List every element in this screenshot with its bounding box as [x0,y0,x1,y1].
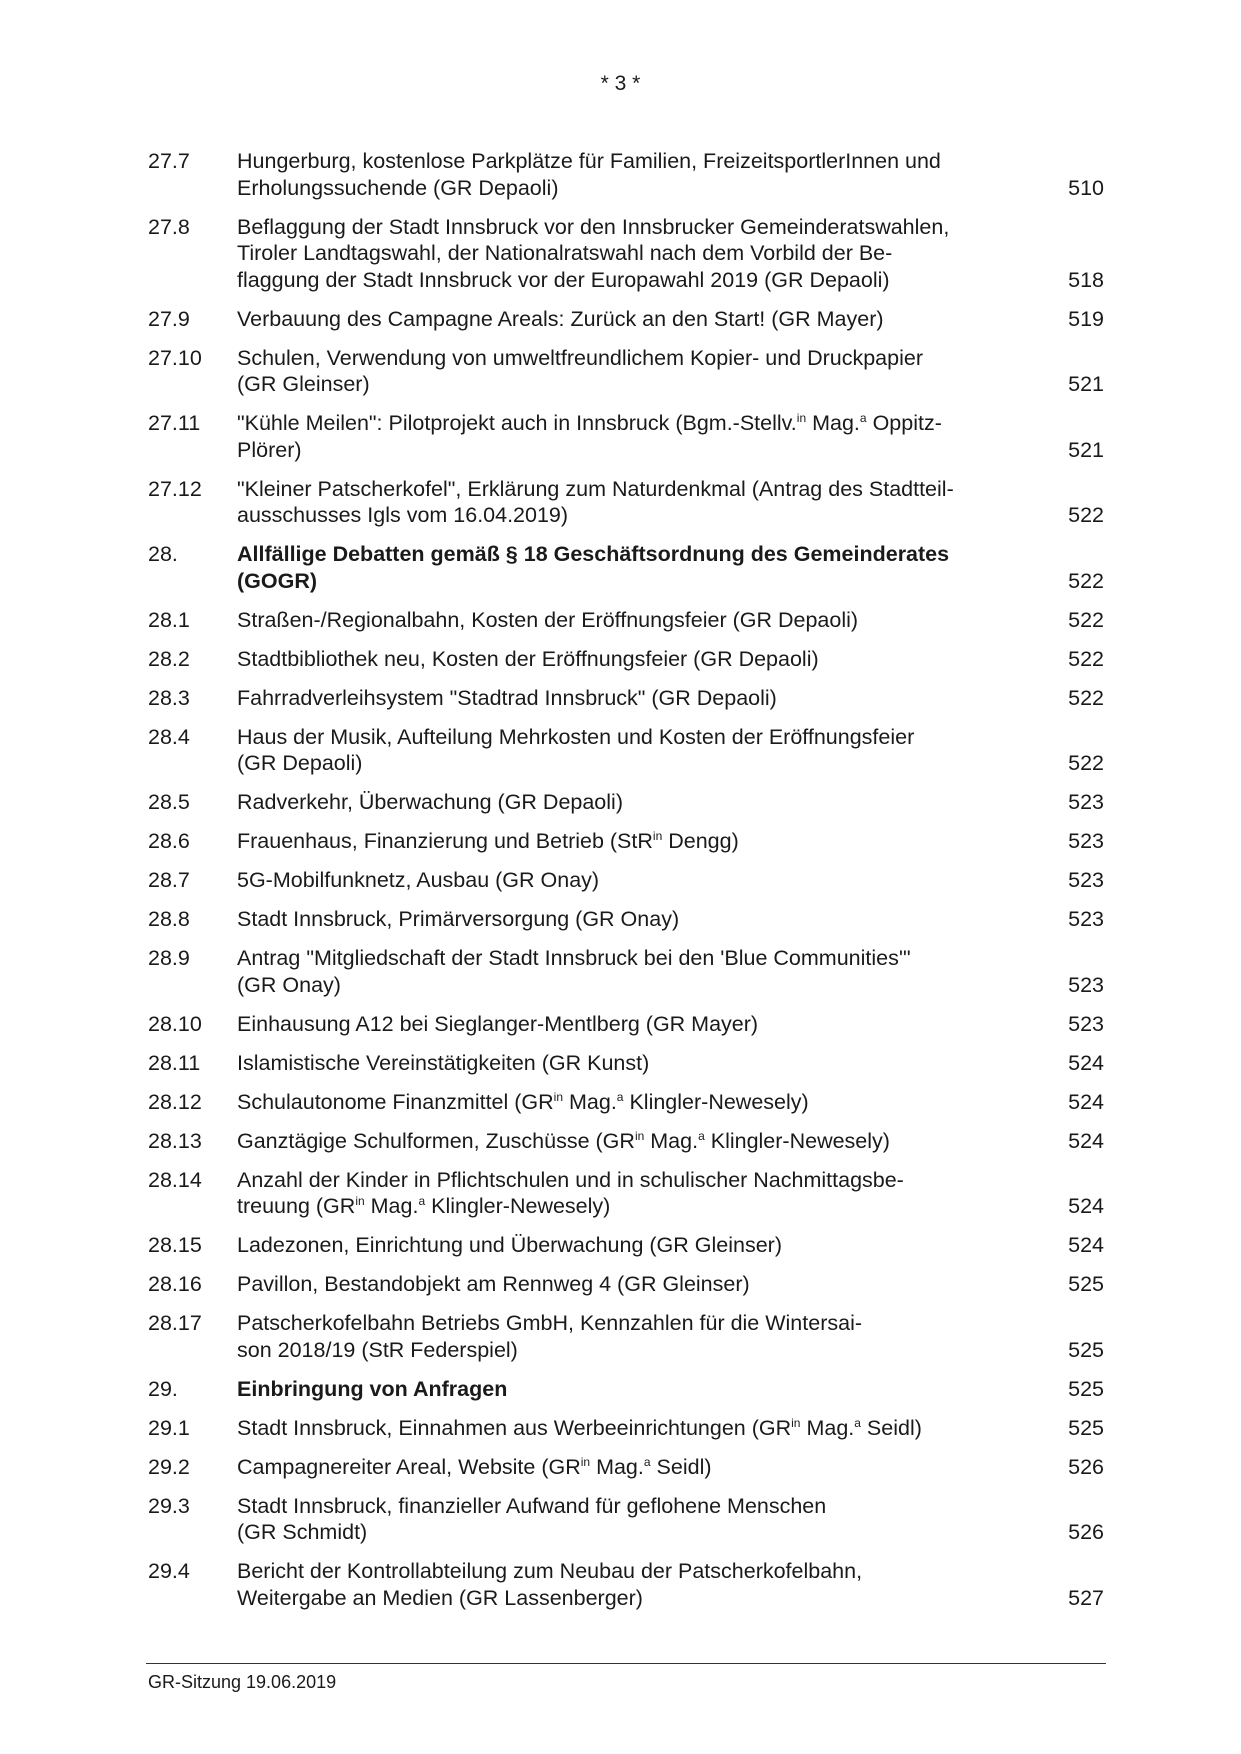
toc-entry-page: 521 [1068,372,1104,396]
toc-entry-page: 523 [1068,1011,1104,1036]
toc-entry [148,1128,1104,1155]
toc-entry [148,945,1104,998]
toc-entry-number: 28. [148,542,178,566]
superscript-suffix: a [616,1089,624,1104]
toc-entry-number: 28.12 [148,1089,202,1114]
toc-entry [148,1232,1104,1259]
toc-entry-number: 28.9 [148,946,190,970]
toc-entry-number: 28.8 [148,907,190,931]
toc-entry-title: Allfällige Debatten gemäß § 18 Geschäftsordnung des Gemeinderates (GOGR) [237,542,950,593]
toc-entry-number: 27.8 [148,214,190,239]
toc-entry-number: 27.10 [148,345,202,370]
toc-entry [148,607,1104,634]
toc-entry-title: Anzahl der Kinder in Pflichtschulen und in schulischer Nachmittagsbe- treuung ($GR^{in}$ Mag.$^a$ Klingler-Newesely) [237,1167,904,1218]
superscript-suffix: in [791,1415,801,1430]
toc-entry [148,214,1104,294]
toc-entry [148,148,1104,201]
toc-entry-title: Einbringung von Anfragen [237,1376,508,1401]
toc-entry-number: 28.13 [148,1128,202,1153]
toc-entry-page: 526 [1068,1454,1104,1479]
toc-entry-page: 524 [1068,1233,1104,1257]
toc-entry-page: 523 [1068,790,1104,814]
toc-entry-page: 522 [1068,607,1104,632]
toc-entry-title: Verbauung des Campagne Areals: Zurück an den Start! (GR Mayer) [237,306,884,331]
toc-entry [148,1310,1104,1363]
toc-entry [148,1454,1104,1481]
toc-entry [148,1167,1104,1220]
toc-entry-page: 522 [1068,646,1104,671]
toc-entry-number: 27.9 [148,306,190,331]
toc-entry [148,1558,1104,1611]
toc-entry-title: Ganztägige Schulformen, Zuschüsse ($GR^{in}$ Mag.$^a$ Klingler-Newesely) [237,1128,890,1153]
toc-entry-page: 523 [1068,907,1104,931]
superscript-suffix: a [854,1415,861,1430]
toc-entry-page: 518 [1068,267,1104,292]
toc-entry-title: 5G-Mobilfunknetz, Ausbau (GR Onay) [237,868,600,892]
toc-entry-number: 28.16 [148,1272,202,1296]
superscript-suffix: a [418,1194,426,1208]
toc-entry-title: Stadt Innsbruck, finanzieller Aufwand für geflohene Menschen (GR Schmidt) [237,1493,827,1544]
toc-entry-title: Einhausung A12 bei Sieglanger-Mentlberg (GR Mayer) [237,1011,759,1036]
toc-entry-page: 524 [1068,1194,1104,1218]
toc-entry-number: 28.6 [148,829,190,853]
superscript-suffix: in [634,1128,645,1143]
superscript-suffix: a [698,1128,705,1143]
footer-divider [146,1663,1106,1664]
toc-entry-number: 28.4 [148,724,190,749]
toc-entry-page: 524 [1068,1089,1104,1114]
toc-entry-page: 523 [1068,972,1104,997]
toc-entry-number: 27.11 [148,411,201,435]
toc-entry-title: Stadt Innsbruck, Primärversorgung (GR Onay) [237,907,680,931]
toc-entry-title: Fahrradverleihsystem "Stadtrad Innsbruck" (GR Depaoli) [237,685,777,710]
superscript-suffix: a [859,411,867,425]
toc-entry-page: 522 [1068,685,1104,710]
toc-entry [148,724,1104,777]
footer-session-date: GR-Sitzung 19.06.2019 [148,1672,337,1692]
toc-entry-title: Radverkehr, Überwachung (GR Depaoli) [237,790,623,814]
toc-entry [148,1089,1104,1116]
toc-entry-page: 522 [1068,503,1104,527]
toc-entry-title: Ladezonen, Einrichtung und Überwachung (GR Gleinser) [237,1233,782,1257]
toc-entry-title: Antrag "Mitgliedschaft der Stadt Innsbruck bei den 'Blue Communities'" (GR Onay) [237,946,911,997]
toc-entry-number: 28.10 [148,1011,202,1036]
toc-entry [148,646,1104,673]
toc-entry-page: 510 [1068,175,1104,200]
toc-entry-title: Stadt Innsbruck, Einnahmen aus Werbeeinrichtungen ($GR^{in}$ Mag.$^a$ Seidl) [237,1415,922,1440]
toc-entry [148,1415,1104,1442]
toc-entry-page: 525 [1068,1376,1104,1401]
toc-section-heading [148,1376,1104,1403]
toc-entry [148,476,1104,529]
toc-entry-title: Haus der Musik, Aufteilung Mehrkosten und Kosten der Eröffnungsfeier (GR Depaoli) [237,724,915,775]
toc-entry-number: 29. [148,1376,178,1401]
toc-entry-title: Schulautonome Finanzmittel ($GR^{in}$ Mag.$^a$ Klingler-Newesely) [237,1089,809,1114]
toc-section-heading [148,541,1104,594]
toc-entry [148,345,1104,398]
toc-entry-title: Bericht der Kontrollabteilung zum Neubau der Patscherkofelbahn, Weitergabe an Medien (GR Lassenberger) [237,1559,863,1610]
toc-entry-page: 523 [1068,829,1104,853]
toc-entry-page: 524 [1068,1128,1104,1153]
toc-entry-title: Islamistische Vereinstätigkeiten (GR Kunst) [237,1050,650,1075]
toc-entry [148,1493,1104,1546]
toc-entry-number: 27.12 [148,476,202,501]
toc-entry-number: 29.3 [148,1493,190,1518]
toc-entry-title: Beflaggung der Stadt Innsbruck vor den Innsbrucker Gemeinderatswahlen, Tiroler Landtagswahl, der Nationalratswahl nach dem Vorbild der Be- flaggung der Stadt Innsbruck vor der Europawahl 2019 (GR Depaoli) [237,214,950,292]
superscript-suffix: in [553,1089,564,1104]
toc-entry-page: 525 [1068,1337,1104,1362]
superscript-suffix: in [355,1194,365,1208]
toc-entry-page: 524 [1068,1050,1104,1075]
toc-entry-page: 525 [1068,1415,1104,1440]
toc-entry-number: 28.1 [148,607,190,632]
toc-entry-title: Patscherkofelbahn Betriebs GmbH, Kennzahlen für die Wintersai- son 2018/19 (StR Federspiel) [237,1311,863,1362]
toc-entry-title: Straßen-/Regionalbahn, Kosten der Eröffnungsfeier (GR Depaoli) [237,607,859,632]
toc-entry-page: 522 [1068,568,1104,593]
superscript-suffix: in [796,411,807,425]
toc-entry [148,867,1104,894]
toc-entry-page: 521 [1068,437,1104,462]
toc-entry [148,1050,1104,1077]
toc-entry-number: 28.3 [148,685,190,710]
toc-entry-number: 28.5 [148,790,190,814]
toc-entry [148,685,1104,712]
toc-entry-title: Campagnereiter Areal, Website ($GR^{in}$ Mag.$^a$ Seidl) [237,1454,712,1479]
toc-entry [148,789,1104,816]
toc-entry [148,410,1104,463]
toc-entry-number: 28.2 [148,646,190,671]
toc-entry-page: 525 [1068,1272,1104,1296]
toc-entry-page: 526 [1068,1520,1104,1544]
superscript-suffix: in [652,829,663,843]
toc-entry-number: 28.15 [148,1233,202,1257]
toc-entry [148,306,1104,333]
toc-entry-title: "Kühle Meilen": Pilotprojekt auch in Innsbruck (Bgm.-Stellv.$^{in}$ Mag.$^a$ Oppitz- Plörer) [237,411,942,462]
toc-entry [148,1011,1104,1038]
toc-entry-number: 29.1 [148,1415,190,1440]
toc-entry-title: "Kleiner Patscherkofel", Erklärung zum Naturdenkmal (Antrag des Stadtteil- ausschusses Igls vom 16.04.2019) [237,476,954,527]
toc-entry-title: Stadtbibliothek neu, Kosten der Eröffnungsfeier (GR Depaoli) [237,646,819,671]
toc-entry-number: 29.2 [148,1454,190,1479]
toc-entry-title: Frauenhaus, Finanzierung und Betrieb (StR$^{in}$ Dengg) [237,829,739,853]
toc-entry [148,828,1104,855]
toc-entry-title: Pavillon, Bestandobjekt am Rennweg 4 (GR Gleinser) [237,1272,750,1296]
toc-entry-number: 28.11 [148,1050,201,1075]
toc-entry-number: 28.17 [148,1311,202,1335]
toc-entry-page: 522 [1068,751,1104,775]
toc-entry-number: 28.14 [148,1167,202,1192]
toc-entry-title: Schulen, Verwendung von umweltfreundlichem Kopier- und Druckpapier (GR Gleinser) [237,345,923,396]
toc-entry-number: 27.7 [148,149,190,173]
toc-entry [148,906,1104,933]
toc-entry-page: 523 [1068,868,1104,892]
page-number: * 3 * [600,72,641,95]
table-of-contents [148,148,1104,1624]
toc-entry-page: 527 [1068,1585,1104,1610]
superscript-suffix: a [643,1454,651,1469]
toc-entry [148,1271,1104,1298]
superscript-suffix: in [580,1454,591,1469]
toc-entry-title: Hungerburg, kostenlose Parkplätze für Familien, FreizeitsportlerInnen und Erholungssuchende (GR Depaoli) [237,149,941,200]
toc-entry-page: 519 [1068,306,1104,331]
toc-entry-number: 28.7 [148,868,190,892]
toc-entry-number: 29.4 [148,1559,190,1583]
